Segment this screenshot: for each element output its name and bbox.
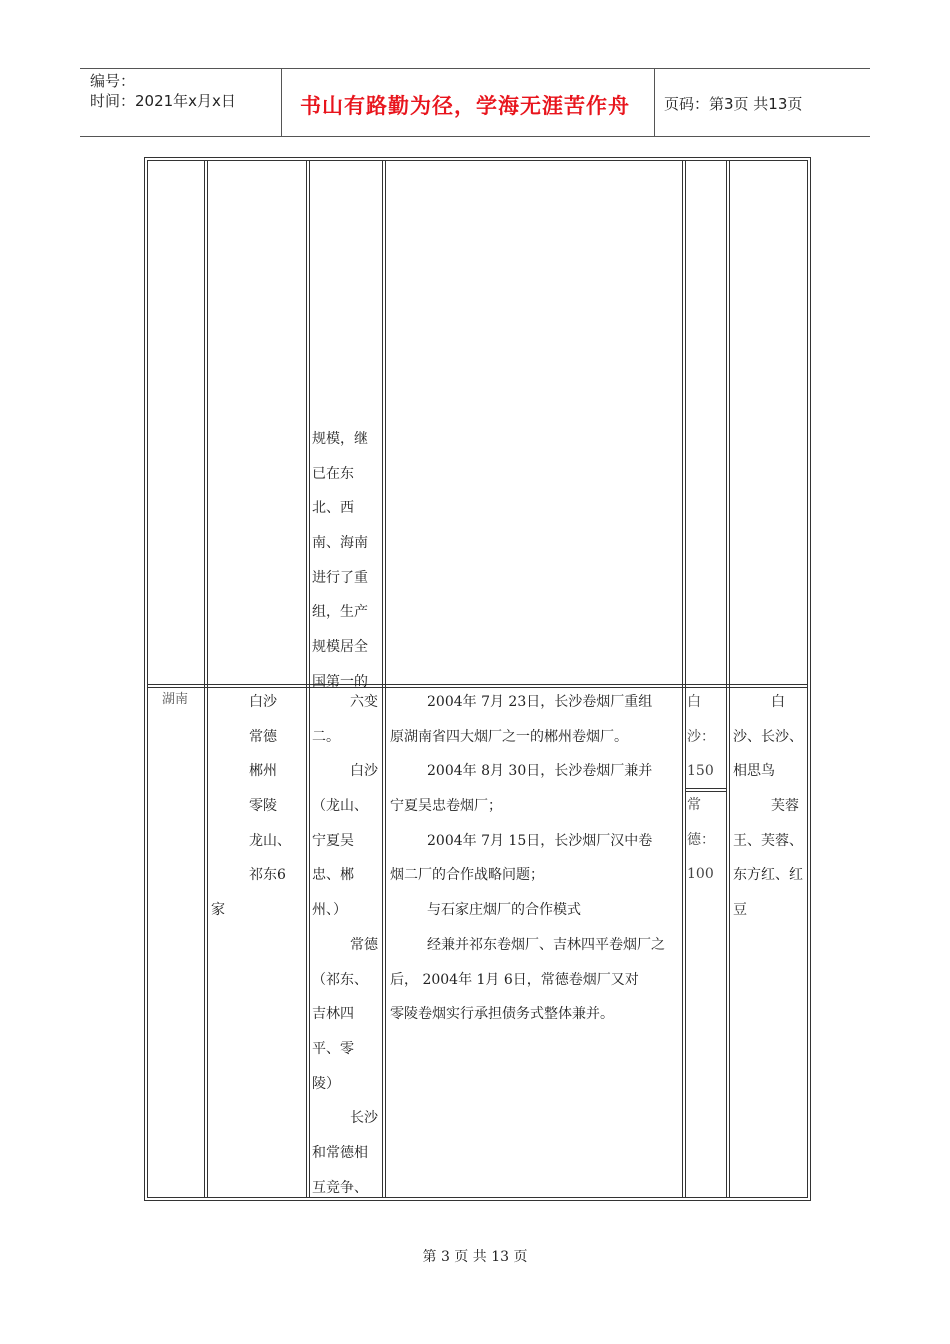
province: 湖南 <box>162 692 189 707</box>
table-border-right <box>810 157 811 1201</box>
text-line: 白沙 <box>249 694 277 710</box>
table-border-bottom-inner <box>147 1197 808 1198</box>
text-line: 与石家庄烟厂的合作模式 <box>427 902 581 919</box>
motto: 书山有路勤为径，学海无涯苦作舟 <box>300 93 630 118</box>
factories-cell <box>211 685 291 928</box>
text-line: 芙蓉 <box>771 798 799 815</box>
text-line: 常德 <box>350 936 378 953</box>
col-divider-2 <box>306 160 307 1198</box>
text-line: 陵） <box>312 1075 340 1092</box>
text-line: 祁东6 <box>249 867 286 884</box>
text-line: 零陵卷烟实行承担债务式整体兼并。 <box>390 1006 614 1023</box>
text-line: 宁夏吴忠卷烟厂； <box>390 798 502 815</box>
text-line: 150 <box>687 763 714 780</box>
text-line: 零陵 <box>249 798 277 815</box>
text-line: 家 <box>211 902 225 919</box>
text-line: 常德 <box>249 728 277 745</box>
col-divider-5b <box>729 160 730 1198</box>
text-line: 组，生产 <box>312 604 368 621</box>
text-line: 南、海南 <box>312 535 368 552</box>
text-line: 经兼并祁东卷烟厂、吉林四平卷烟厂之 <box>427 936 665 953</box>
text-line: 白沙 <box>350 763 378 780</box>
groups-cell <box>312 685 378 1205</box>
col-divider-1b <box>207 160 208 1198</box>
col-divider-5 <box>726 160 727 1198</box>
text-line: 后， 2004年 1月 6日，常德卷烟厂又对 <box>390 971 639 988</box>
table-border-right-inner <box>807 160 808 1198</box>
table-border-left <box>144 157 145 1201</box>
text-line: 豆 <box>733 902 747 919</box>
text-line: 规模居全 <box>312 639 368 656</box>
text-line: 长沙 <box>350 1110 378 1127</box>
text-line: 互竞争、 <box>312 1179 368 1196</box>
capacity-baisha <box>687 685 715 789</box>
date-label: 时间：2021年x月x日 <box>90 92 236 110</box>
row1-group-text <box>312 422 368 700</box>
text-line: （祁东、 <box>312 971 368 988</box>
text-line: 2004年 8月 30日，长沙卷烟厂兼并 <box>427 763 653 780</box>
text-line: 北、西 <box>312 500 354 517</box>
text-line: 100 <box>687 866 714 883</box>
col-divider-2b <box>309 160 310 1198</box>
text-line: 平、零 <box>312 1040 354 1057</box>
text-line: 龙山、 <box>249 832 291 849</box>
text-line: 二。 <box>312 728 340 745</box>
text-line: 德： <box>687 831 715 848</box>
events-cell <box>390 685 665 1032</box>
text-line: 原湖南省四大烟厂之一的郴州卷烟厂。 <box>390 728 628 745</box>
text-line: 忠、郴 <box>312 867 354 884</box>
province-cell <box>162 683 188 718</box>
text-line: 沙： <box>687 728 715 745</box>
text-line: 规模，继 <box>312 431 368 447</box>
text-line: 和常德相 <box>312 1144 368 1161</box>
col-divider-1 <box>204 160 205 1198</box>
serial-label: 编号： <box>90 72 136 90</box>
header-divider-right <box>654 68 655 136</box>
text-line: 州、） <box>312 902 347 919</box>
text-line: 吉林四 <box>312 1006 354 1023</box>
table-border-top-inner <box>147 160 808 161</box>
text-line: 沙、长沙、 <box>733 728 803 745</box>
text-line: 相思鸟 <box>733 763 775 780</box>
text-line: 2004年 7月 15日，长沙烟厂汉中卷 <box>427 832 653 849</box>
col-divider-3b <box>385 160 386 1198</box>
text-line: 白 <box>771 694 785 710</box>
text-line: 王、芙蓉、 <box>733 832 803 849</box>
table-border-left-inner <box>147 160 148 1198</box>
text-line: 2004年 7月 23日，长沙卷烟厂重组 <box>427 694 653 710</box>
text-line: 东方红、红 <box>733 867 803 884</box>
text-line: 常 <box>687 797 701 813</box>
brands-cell <box>733 685 803 928</box>
header-divider-left <box>281 68 282 136</box>
text-line: 六变 <box>350 694 378 710</box>
table-border-top <box>144 157 811 158</box>
text-line: 国第一的 <box>312 673 368 690</box>
text-line: 郴州 <box>249 763 277 780</box>
header-top-rule <box>80 68 870 69</box>
text-line: 已在东 <box>312 465 354 482</box>
col-divider-4b <box>685 160 686 1198</box>
text-line: 烟二厂的合作战略问题； <box>390 867 544 884</box>
capacity-changde <box>687 788 715 892</box>
header-bottom-rule <box>80 136 870 137</box>
text-line: 宁夏吴 <box>312 832 354 849</box>
col-divider-3 <box>382 160 383 1198</box>
col-divider-4 <box>682 160 683 1198</box>
text-line: 白 <box>687 694 701 710</box>
text-line: （龙山、 <box>312 798 368 815</box>
table-border-bottom <box>144 1200 811 1201</box>
page-footer: 第 3 页 共 13 页 <box>422 1249 528 1265</box>
text-line: 进行了重 <box>312 569 368 586</box>
page-info: 页码：第3页 共13页 <box>664 95 803 113</box>
